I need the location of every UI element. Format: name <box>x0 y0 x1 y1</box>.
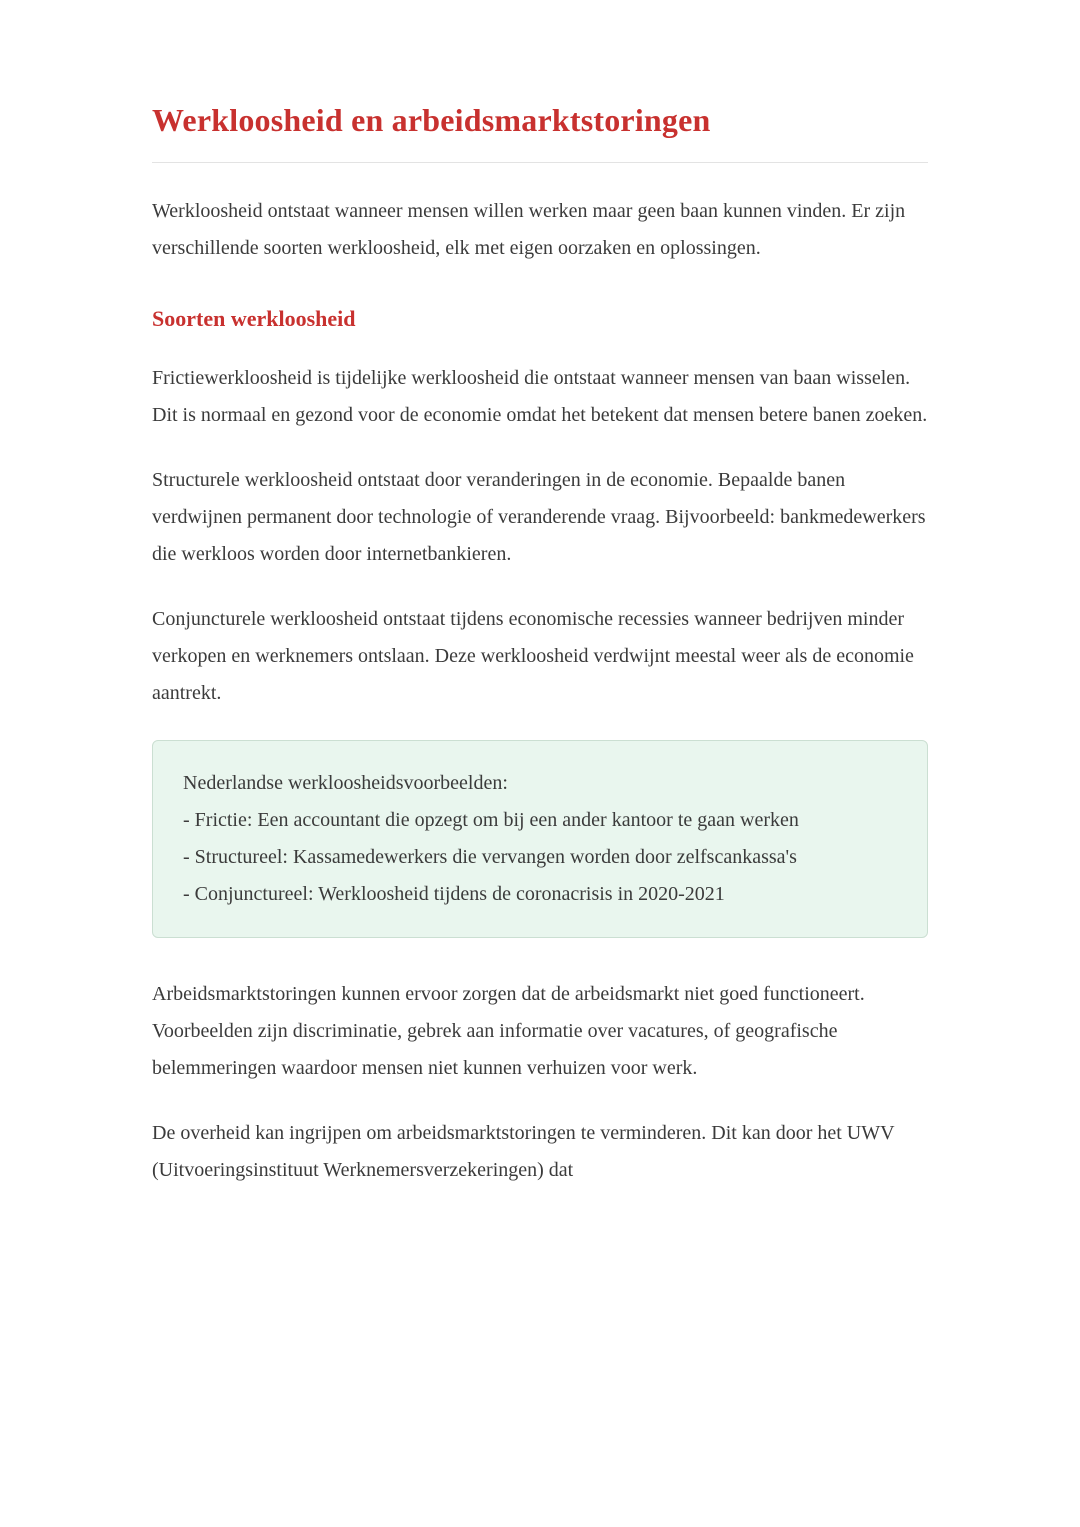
title-divider <box>152 162 928 163</box>
callout-line-title: Nederlandse werkloosheidsvoorbeelden: <box>183 771 508 794</box>
paragraph-structurele-werkloosheid: Structurele werkloosheid ontstaat door veranderingen in de economie. Bepaalde banen verdwijnen permanent door technologie of veranderende vraag. Bijvoorbeeld: bankmedewerkers die werkloos worden door internetbankieren. <box>152 468 926 565</box>
paragraph-intro: Werkloosheid ontstaat wanneer mensen willen werken maar geen baan kunnen vinden. Er zijn verschillende soorten werkloosheid, elk met eigen oorzaken en oplossingen. <box>152 200 906 259</box>
page-title: Werkloosheid en arbeidsmarktstoringen <box>152 102 711 138</box>
paragraph-conjuncturele-werkloosheid: Conjuncturele werkloosheid ontstaat tijdens economische recessies wanneer bedrijven minder verkopen en werknemers ontslaan. Deze werkloosheid verdwijnt meestal weer als de economie aantrekt. <box>152 607 914 704</box>
paragraph-frictiewerkloosheid: Frictiewerkloosheid is tijdelijke werkloosheid die ontstaat wanneer mensen van baan wisselen. Dit is normaal en gezond voor de economie omdat het betekent dat mensen betere banen zoeken. <box>152 366 928 426</box>
paragraph-arbeidsmarktstoringen: Arbeidsmarktstoringen kunnen ervoor zorgen dat de arbeidsmarkt niet goed functioneert. Voorbeelden zijn discriminatie, gebrek aan informatie over vacatures, of geografische belemmeringen waardoor mensen niet kunnen verhuizen voor werk. <box>152 982 865 1079</box>
section-heading-soorten-werkloosheid: Soorten werkloosheid <box>152 306 356 331</box>
callout-line-frictie: - Frictie: Een accountant die opzegt om bij een ander kantoor te gaan werken <box>183 808 799 831</box>
callout-line-structureel: - Structureel: Kassamedewerkers die vervangen worden door zelfscankassa's <box>183 845 797 868</box>
paragraph-overheid-uwv: De overheid kan ingrijpen om arbeidsmarktstoringen te verminderen. Dit kan door het UWV (Uitvoeringsinstituut Werknemersverzekeringen) dat <box>152 1121 895 1181</box>
callout-line-conjunctureel: - Conjunctureel: Werkloosheid tijdens de coronacrisis in 2020-2021 <box>183 882 725 905</box>
examples-callout-box <box>152 740 928 938</box>
article-page <box>152 0 928 1337</box>
